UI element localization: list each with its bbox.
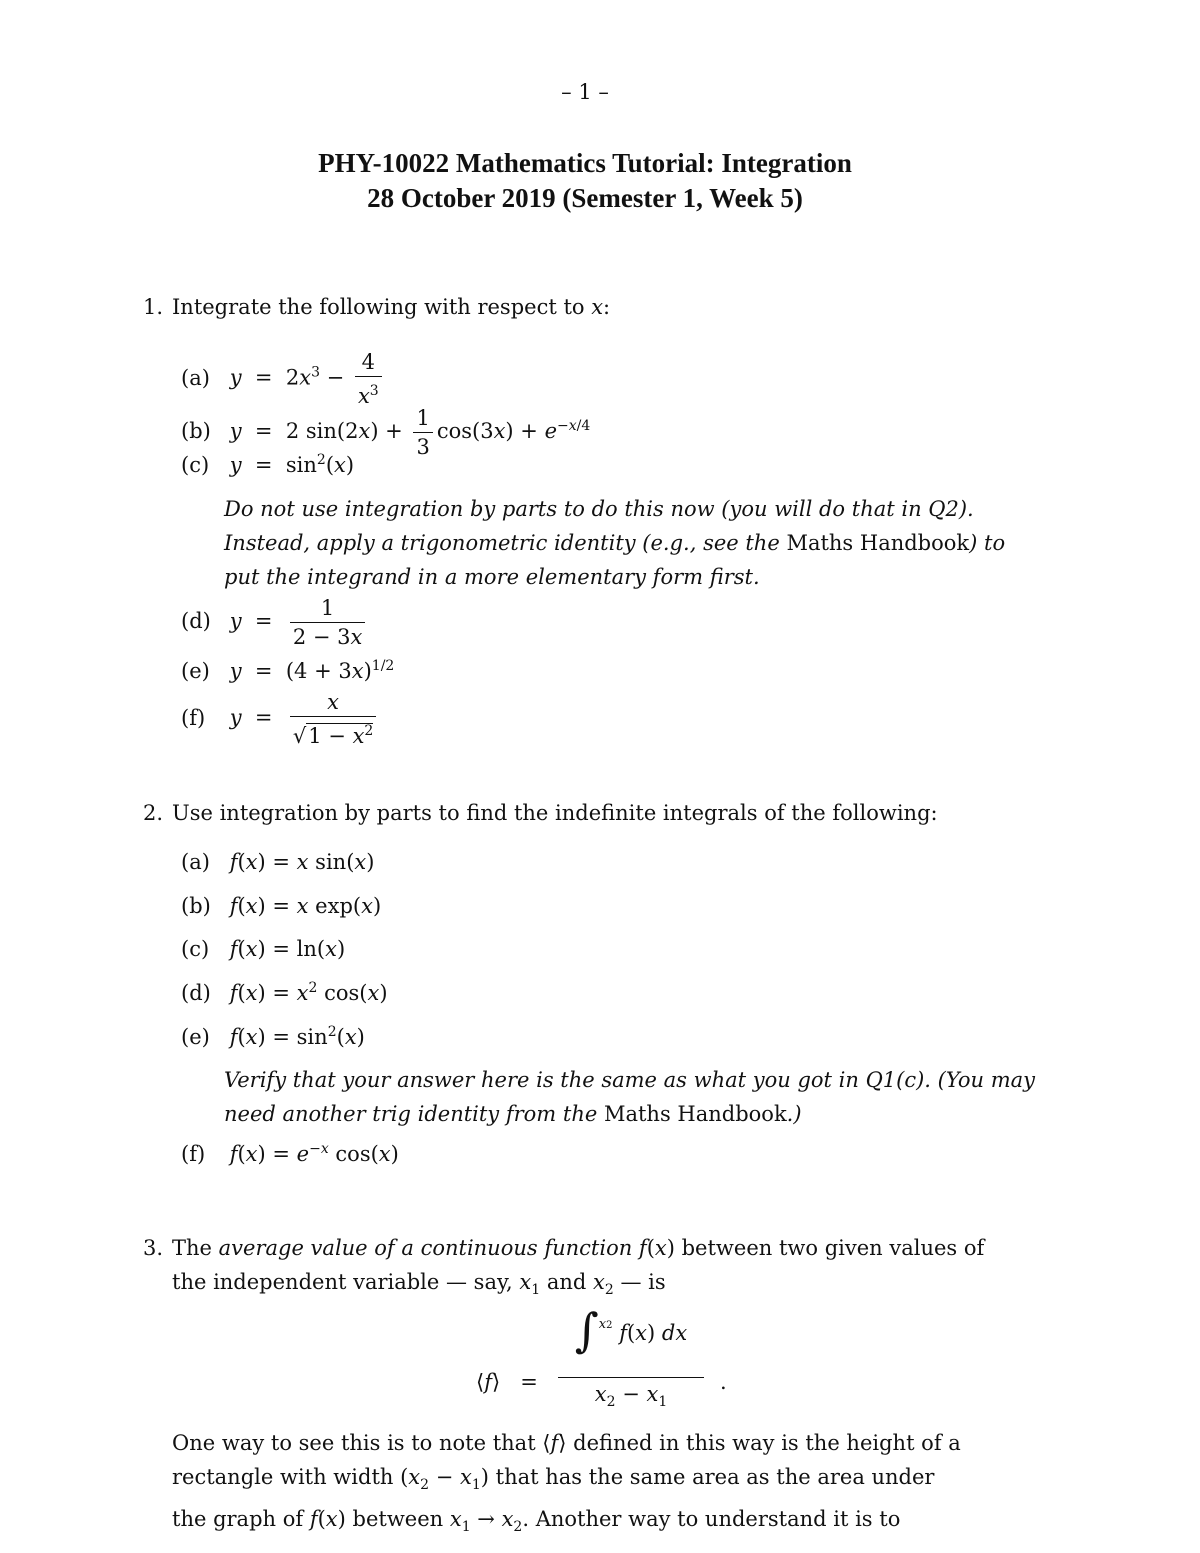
document-title — [0, 146, 1170, 216]
question-number: 3. — [143, 1236, 164, 1260]
integral-sign: ∫ — [574, 1303, 599, 1357]
q1-item-d: (d) y = $\frac{1}{2 - 3x}$ — [181, 594, 369, 651]
q1-item-f: (f) y = $\frac{x}{√1 - x^2}$ — [181, 688, 380, 750]
item-label: (a) — [181, 850, 210, 874]
item-label: (f) — [181, 705, 206, 730]
item-label: (b) — [181, 894, 211, 918]
q2-item-e: (e) $f(x) = \sin^2(x)$ — [181, 1024, 365, 1049]
q1-item-c: (c) $y = \sin^2(x)$ — [181, 452, 355, 477]
question-text: Use integration by parts to find the indefinite integrals of the following: — [172, 801, 938, 825]
average-value-phrase: average value of a continuous function — [218, 1236, 633, 1260]
page-number: – 1 – — [561, 80, 609, 104]
item-label: (f) — [181, 1142, 206, 1166]
q1-item-a: (a) $y = 2x^3$ − $\frac{4}{x^3}$ — [181, 348, 386, 410]
equation-numerator: ∫$^{x2}$ f(x) dx — [574, 1303, 688, 1357]
question-text: Integrate the following with respect to x: — [172, 295, 611, 319]
item-label: (e) — [181, 1025, 210, 1049]
q3-explanation: One way to see this is to note that ⟨f⟩ defined in this way is the height of a rectangle with width $(x_2 - x_1)$ that has the same area as the area under the graph of f(x) between $x_1 \to x_2$. Another way to understand it is to — [172, 1431, 961, 1536]
maths-handbook-ref: Maths Handbook — [603, 1102, 787, 1126]
equation-denominator: $x_2 - x_1$ — [594, 1382, 668, 1411]
q2-item-a: (a) f(x) = x sin(x) — [181, 850, 375, 874]
q1-item-b: (b) y = 2 sin(2x) + $\frac{1}{3}$ $\cos(3x) + e^{-x/4}$ — [181, 406, 591, 459]
q2-item-c: (c) f(x) = ln(x) — [181, 937, 346, 961]
question-number: 2. — [143, 801, 164, 825]
question-text: The average value of a continuous function f(x) between two given values of the independent variable — say, $x_1$ and $x_2$ — is — [172, 1236, 985, 1299]
q2-item-b: (b) f(x) = x exp(x) — [181, 894, 382, 918]
average-value-equation: ⟨f⟩ = ∫$^{x2}$ f(x) dx $x_2 - x_1$ . — [476, 1303, 727, 1411]
question-number: 1. — [143, 295, 164, 319]
item-label: (e) — [181, 659, 210, 683]
equation-lhs: ⟨f⟩ = — [476, 1370, 538, 1394]
q2-item-d: (d) $f(x) = x^2$ cos(x) — [181, 980, 388, 1005]
item-label: (b) — [181, 419, 211, 443]
title-line-2: 28 October 2019 (Semester 1, Week 5) — [367, 183, 803, 213]
item-label: (c) — [181, 453, 210, 477]
maths-handbook-ref: Maths Handbook — [786, 531, 970, 555]
item-label: (d) — [181, 981, 211, 1005]
q2-item-f: (f) $f(x) = e^{-x}$ cos(x) — [181, 1141, 399, 1166]
item-label: (d) — [181, 609, 211, 633]
q2-e-note: Verify that your answer here is the same as what you got in Q1(c). (You may need another trig identity from the Maths Handbook.) — [224, 1068, 1036, 1126]
q1-item-e: (e) $y = (4 + 3x)^{1/2}$ — [181, 658, 395, 683]
title-line-1: PHY-10022 Mathematics Tutorial: Integration — [318, 148, 852, 178]
item-label: (c) — [181, 937, 210, 961]
q1-c-note: Do not use integration by parts to do this now (you will do that in Q2). Instead, apply a trigonometric identity (e.g., see the Maths Handbook) to put the integrand in a more elementary form first. — [224, 497, 1006, 589]
item-label: (a) — [181, 365, 210, 390]
